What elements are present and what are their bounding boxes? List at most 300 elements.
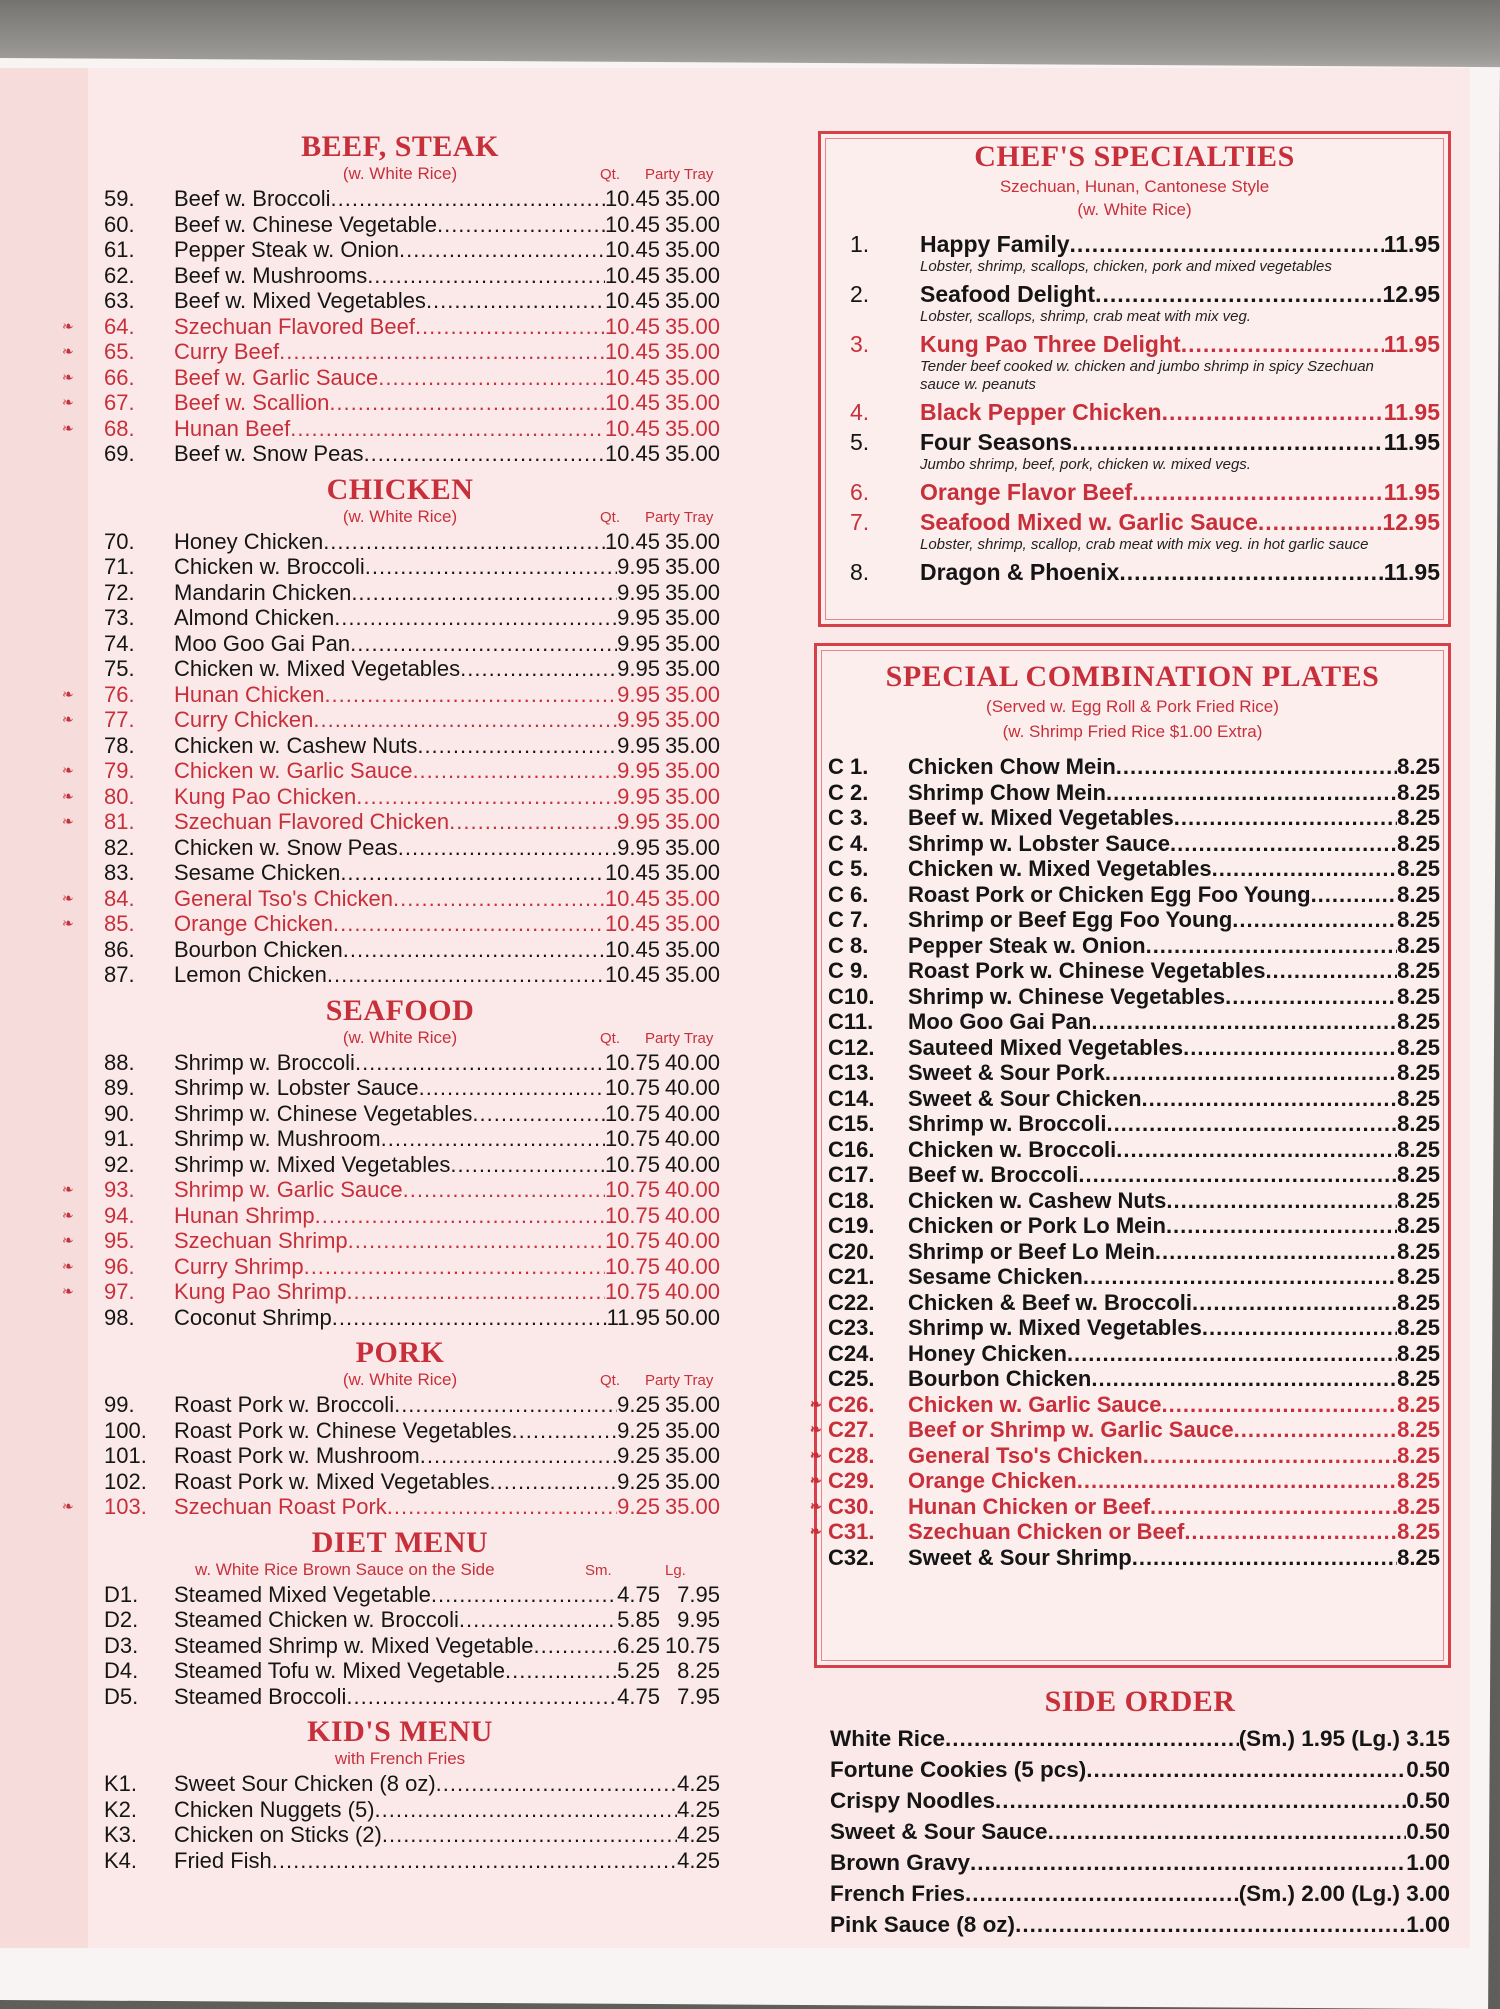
- menu-item-row: [80, 529, 720, 555]
- item-name: Dragon & Phoenix: [920, 559, 1120, 585]
- column-header-sm: Sm.: [585, 1561, 612, 1579]
- item-name: Chicken Nuggets (5): [174, 1796, 375, 1822]
- menu-item-row: [80, 1392, 720, 1418]
- menu-item-row: [62, 1202, 720, 1229]
- chef-item-list: [840, 230, 1440, 588]
- item-number: 91.: [104, 1126, 135, 1151]
- chili-pepper-icon: ❧: [62, 787, 74, 804]
- item-number: 77.: [104, 707, 135, 732]
- menu-item-row: [828, 1111, 1440, 1137]
- chef-header: [818, 140, 1451, 221]
- item-price: 8.25: [1397, 1111, 1440, 1136]
- item-name: Curry Shrimp: [174, 1253, 304, 1279]
- chef-item-row: [840, 230, 1440, 258]
- dot-leader: [334, 605, 617, 631]
- item-price: 10.45: [604, 415, 660, 441]
- dot-leader: [459, 1607, 617, 1633]
- item-price: 9.95: [617, 707, 660, 732]
- item-price: 4.75: [617, 1581, 660, 1607]
- item-price: 10.45: [604, 364, 660, 390]
- item-price: 12.95: [1382, 281, 1440, 307]
- item-price-2: 35.00: [664, 860, 720, 885]
- item-number: 90.: [104, 1100, 135, 1126]
- item-price-2: 35.00: [664, 579, 720, 605]
- item-price-2: 35.00: [664, 1468, 720, 1494]
- item-price-2: 40.00: [664, 1202, 720, 1228]
- dot-leader: [1105, 1060, 1397, 1086]
- menu-item-row: [80, 1771, 720, 1797]
- dot-leader: [351, 580, 617, 606]
- column-header-lg: Lg.: [665, 1561, 686, 1579]
- chef-item: [840, 280, 1440, 326]
- item-name: Hunan Chicken or Beef: [908, 1493, 1151, 1519]
- chili-pepper-icon: ❧: [62, 762, 74, 778]
- item-price-2: 35.00: [664, 288, 720, 313]
- chili-pepper-icon: ❧: [62, 915, 74, 931]
- item-name: General Tso's Chicken: [174, 885, 394, 911]
- item-number: 85.: [104, 911, 135, 936]
- column-header-qt: Qt.: [600, 1029, 621, 1047]
- item-price: 10.45: [604, 860, 660, 885]
- menu-item-row: [830, 1878, 1450, 1909]
- section-subheader: [80, 1370, 720, 1392]
- item-name: Shrimp w. Garlic Sauce: [174, 1177, 403, 1202]
- item-number: C 6.: [828, 881, 869, 907]
- dot-leader: [1174, 805, 1397, 831]
- menu-item-row: [828, 1162, 1440, 1188]
- dot-leader: [1078, 1162, 1397, 1188]
- item-price: 9.95: [617, 579, 660, 605]
- item-name: Roast Pork w. Chinese Vegetables: [908, 958, 1266, 983]
- item-price: 8.25: [1397, 1493, 1440, 1519]
- dot-leader: [327, 962, 605, 988]
- item-number: 63.: [104, 288, 135, 313]
- dot-leader: [1116, 754, 1397, 780]
- dot-leader: [426, 288, 605, 314]
- section-kids: [80, 1715, 720, 1873]
- dot-leader: [970, 1847, 1406, 1878]
- item-name: Beef w. Mushrooms: [174, 262, 368, 288]
- column-header-tray: Party Tray: [645, 166, 714, 183]
- item-description: Tender beef cooked w. chicken and jumbo shrimp in spicy Szechuan sauce w. peanuts: [920, 358, 1374, 393]
- item-name: Pepper Steak w. Onion: [174, 237, 400, 262]
- menu-item-row: [80, 860, 720, 886]
- dot-leader: [1212, 856, 1398, 882]
- item-number: C10.: [828, 983, 875, 1009]
- menu-item-row: [80, 1443, 720, 1469]
- item-list: [62, 1392, 720, 1520]
- section-title: PORK: [355, 1336, 445, 1369]
- dot-leader: [348, 1228, 605, 1254]
- column-header-qt: Qt.: [600, 1372, 621, 1389]
- item-price: (Sm.) 2.00 (Lg.) 3.00: [1238, 1881, 1450, 1906]
- item-price: 11.95: [1383, 429, 1440, 455]
- item-price: 10.75: [604, 1075, 660, 1100]
- dot-leader: [1116, 1137, 1397, 1163]
- section-pork: [62, 1336, 720, 1520]
- dot-leader: [331, 186, 605, 212]
- item-price: 10.45: [604, 441, 660, 466]
- item-number: C18.: [828, 1187, 875, 1213]
- item-price-2: 35.00: [664, 211, 720, 237]
- item-price-2: 35.00: [664, 605, 720, 630]
- item-price-2: 35.00: [664, 313, 720, 339]
- item-price: 4.25: [677, 1771, 720, 1796]
- item-number: 67.: [104, 390, 135, 415]
- menu-item-row: [80, 441, 720, 467]
- item-number: 83.: [104, 860, 135, 885]
- item-number: 69.: [104, 441, 135, 466]
- item-number: 81.: [104, 809, 135, 834]
- column-header-qt: Qt.: [600, 508, 621, 526]
- item-price-2: 35.00: [664, 911, 720, 936]
- chef-item: [840, 508, 1440, 554]
- item-name: Crispy Noodles: [830, 1788, 996, 1813]
- dot-leader: [343, 937, 605, 963]
- item-price: 8.25: [1397, 779, 1440, 805]
- item-price: 10.45: [604, 936, 660, 962]
- dot-leader: [1077, 1468, 1397, 1494]
- item-number: 65.: [104, 339, 135, 364]
- dot-leader: [324, 682, 617, 708]
- menu-item-row: [828, 1086, 1440, 1112]
- item-price: 10.75: [604, 1228, 660, 1253]
- item-list: [62, 1049, 720, 1331]
- menu-item-row: [62, 1228, 720, 1254]
- item-name: Chicken w. Mixed Vegetables: [174, 656, 461, 681]
- chili-pepper-icon: ❧: [62, 1206, 74, 1223]
- dot-leader: [315, 1203, 605, 1229]
- item-name: Chicken w. Cashew Nuts: [908, 1187, 1167, 1213]
- item-name: Moo Goo Gai Pan: [174, 630, 351, 656]
- dot-leader: [1184, 1519, 1397, 1545]
- item-name: Shrimp w. Chinese Vegetables: [174, 1100, 473, 1126]
- section-subtitle-2: (w. Shrimp Fried Rice $1.00 Extra): [1002, 722, 1263, 741]
- item-name: Shrimp w. Broccoli: [908, 1111, 1107, 1136]
- menu-item-row: [810, 1468, 1440, 1494]
- item-name: Chicken Chow Mein: [908, 754, 1116, 779]
- item-price-2: 35.00: [664, 339, 720, 364]
- item-price-2: 7.95: [677, 1581, 720, 1607]
- item-number: 71.: [104, 554, 135, 579]
- chef-item: [840, 478, 1440, 506]
- menu-item-row: [830, 1847, 1450, 1878]
- dot-leader: [355, 1050, 605, 1076]
- item-number: 74.: [104, 630, 135, 656]
- dot-leader: [1170, 831, 1397, 857]
- item-price: 10.75: [604, 1100, 660, 1126]
- section-subtitle: (w. White Rice): [342, 164, 458, 183]
- menu-item-row: [80, 1101, 720, 1127]
- item-price: 8.25: [1397, 881, 1440, 907]
- dot-leader: [1048, 1816, 1407, 1847]
- menu-item-row: [828, 1213, 1440, 1239]
- dot-leader: [365, 554, 617, 580]
- dot-leader: [449, 809, 617, 835]
- item-price: 1.00: [1406, 1850, 1450, 1875]
- item-name: Chicken & Beef w. Broccoli: [908, 1289, 1193, 1315]
- item-number: C 1.: [828, 754, 869, 779]
- chili-pepper-icon: ❧: [62, 1257, 74, 1274]
- item-price-2: 40.00: [664, 1228, 720, 1253]
- item-price-2: 35.00: [664, 936, 720, 962]
- item-number: 82.: [104, 834, 135, 860]
- page-left-strip: [0, 68, 88, 1948]
- menu-item-row: [828, 1035, 1440, 1061]
- item-price-2: 40.00: [664, 1253, 720, 1279]
- menu-item-row: [80, 1050, 720, 1076]
- item-description: Lobster, shrimp, scallop, crab meat with mix veg. in hot garlic sauce: [920, 536, 1369, 553]
- item-number: C24.: [828, 1340, 875, 1366]
- dot-leader: [436, 1771, 678, 1797]
- menu-item-row: [80, 1633, 720, 1659]
- item-number: 75.: [104, 656, 135, 681]
- item-number: 7.: [850, 509, 870, 535]
- section-diet: [80, 1526, 720, 1710]
- dot-leader: [1086, 1754, 1406, 1785]
- item-price: 9.25: [617, 1392, 660, 1417]
- menu-item-row: [62, 1279, 720, 1305]
- item-price: 11.95: [1383, 331, 1440, 357]
- dot-leader: [1083, 1264, 1397, 1290]
- item-price-2: 35.00: [664, 630, 720, 656]
- dot-leader: [1072, 428, 1384, 456]
- item-price: 9.25: [617, 1417, 660, 1443]
- dot-leader: [1091, 1366, 1397, 1392]
- item-name: Beef w. Chinese Vegetable: [174, 211, 437, 237]
- chili-pepper-icon: ❧: [62, 813, 74, 829]
- item-description: Lobster, scallops, shrimp, crab meat with mix veg.: [920, 308, 1251, 325]
- item-price: 9.95: [617, 605, 660, 630]
- dot-leader: [1142, 1086, 1398, 1112]
- item-name: General Tso's Chicken: [908, 1442, 1143, 1468]
- item-price: 8.25: [1397, 958, 1440, 983]
- section-title: SIDE ORDER: [1044, 1685, 1236, 1718]
- item-number: 64.: [104, 313, 135, 339]
- chef-item-row: [840, 280, 1440, 308]
- item-number: K2.: [104, 1796, 138, 1822]
- dot-leader: [323, 529, 605, 555]
- item-number: 6.: [850, 479, 870, 505]
- column-header-qt: Qt.: [600, 166, 621, 183]
- menu-item-row: [830, 1816, 1450, 1847]
- menu-item-row: [828, 1341, 1440, 1367]
- dot-leader: [367, 263, 605, 289]
- item-price: 11.95: [1383, 231, 1440, 257]
- menu-item-row: [828, 831, 1440, 857]
- item-price: 10.75: [604, 1253, 660, 1279]
- menu-item-row: [80, 288, 720, 314]
- dot-leader: [403, 1177, 605, 1203]
- item-name: Chicken w. Mixed Vegetables: [908, 856, 1212, 881]
- item-price: 10.75: [604, 1049, 660, 1075]
- item-price: 10.45: [604, 390, 660, 415]
- item-price-2: 35.00: [664, 834, 720, 860]
- item-price: 5.85: [617, 1607, 660, 1632]
- dot-leader: [945, 1723, 1239, 1754]
- item-name: Kung Pao Three Delight: [920, 331, 1181, 357]
- item-name: Chicken w. Broccoli: [908, 1136, 1117, 1162]
- section-subtitle: (w. White Rice): [342, 506, 458, 526]
- item-name: Bourbon Chicken: [908, 1366, 1092, 1391]
- section-title: CHEF'S SPECIALTIES: [974, 140, 1295, 173]
- section-chicken: [62, 472, 720, 988]
- menu-item-row: [80, 962, 720, 988]
- item-price: 8.25: [1397, 983, 1440, 1009]
- item-price-2: 35.00: [664, 783, 720, 809]
- item-name: Sauteed Mixed Vegetables: [908, 1034, 1184, 1060]
- item-price-2: 35.00: [664, 528, 720, 554]
- dot-leader: [1146, 933, 1398, 959]
- item-number: 1.: [850, 231, 870, 257]
- item-name: Chicken w. Snow Peas: [174, 834, 398, 860]
- dot-leader: [394, 1392, 617, 1418]
- item-list: [830, 1723, 1450, 1940]
- item-number: C16.: [828, 1136, 875, 1162]
- chef-item-row: [840, 330, 1440, 358]
- item-price: 9.95: [617, 656, 660, 681]
- item-number: 103.: [104, 1494, 147, 1519]
- item-number: C20.: [828, 1238, 875, 1264]
- item-price: 10.45: [604, 528, 660, 554]
- item-price: 9.95: [617, 732, 660, 758]
- item-name: Szechuan Roast Pork: [174, 1494, 387, 1519]
- dot-leader: [350, 631, 617, 657]
- item-number: 102.: [104, 1468, 147, 1494]
- item-price: 8.25: [1397, 1034, 1440, 1060]
- dot-leader: [382, 1822, 677, 1848]
- menu-item-row: [830, 1754, 1450, 1785]
- item-name: Shrimp w. Mushroom: [174, 1126, 381, 1151]
- chef-item-row: [840, 428, 1440, 456]
- dot-leader: [512, 1418, 618, 1444]
- dot-leader: [378, 365, 605, 391]
- item-price-2: 35.00: [664, 262, 720, 288]
- dot-leader: [450, 1152, 605, 1178]
- item-price: 8.25: [1397, 1519, 1440, 1544]
- item-price: 8.25: [1397, 907, 1440, 932]
- item-price: 8.25: [1397, 754, 1440, 779]
- item-price: 12.95: [1382, 509, 1440, 535]
- item-number: 66.: [104, 364, 135, 390]
- item-price: 8.25: [1397, 1544, 1440, 1570]
- chili-pepper-icon: ❧: [810, 1395, 822, 1412]
- item-number: 3.: [850, 331, 870, 357]
- menu-item-row: [62, 1253, 720, 1280]
- dot-leader: [431, 1582, 617, 1608]
- chef-item-row: [840, 398, 1440, 426]
- item-number: K4.: [104, 1847, 138, 1873]
- item-price: 8.25: [1397, 1009, 1440, 1034]
- menu-item-row: [828, 958, 1440, 984]
- item-price: 8.25: [1397, 1289, 1440, 1315]
- menu-item-row: [828, 984, 1440, 1010]
- dot-leader: [1132, 1545, 1397, 1571]
- column-header-tray: Party Tray: [645, 1372, 714, 1389]
- item-price: 10.45: [604, 339, 660, 364]
- item-price: 1.00: [1406, 1912, 1450, 1937]
- item-price-2: 40.00: [664, 1177, 720, 1202]
- item-description: Jumbo shrimp, beef, pork, chicken w. mixed vegs.: [920, 456, 1251, 473]
- dot-leader: [1166, 1213, 1397, 1239]
- menu-item-row: [810, 1519, 1440, 1545]
- item-price-2: 35.00: [664, 885, 720, 911]
- menu-item-row: [80, 1305, 720, 1331]
- dot-leader: [1070, 230, 1384, 258]
- item-price: 9.95: [617, 681, 660, 707]
- dot-leader: [490, 1469, 618, 1495]
- dot-leader: [505, 1658, 617, 1684]
- chef-item: [840, 558, 1440, 586]
- item-name: Sweet Sour Chicken (8 oz): [174, 1771, 436, 1796]
- chef-item: [840, 428, 1440, 474]
- item-name: Chicken w. Broccoli: [174, 554, 365, 579]
- section-seafood: [62, 993, 720, 1331]
- item-price: 8.25: [1397, 1187, 1440, 1213]
- dot-leader: [1225, 984, 1397, 1010]
- item-number: 78.: [104, 732, 135, 758]
- item-number: 88.: [104, 1049, 135, 1075]
- item-name: Roast Pork w. Mixed Vegetables: [174, 1468, 490, 1494]
- item-name: Sweet & Sour Chicken: [908, 1085, 1142, 1111]
- item-number: 79.: [104, 758, 135, 783]
- item-name: Black Pepper Chicken: [920, 399, 1162, 425]
- item-price-2: 35.00: [664, 237, 720, 262]
- item-price: 10.75: [604, 1126, 660, 1151]
- item-number: C 2.: [828, 779, 869, 805]
- item-name: Shrimp w. Broccoli: [174, 1049, 355, 1075]
- item-price-2: 40.00: [664, 1279, 720, 1304]
- menu-item-row: [828, 1264, 1440, 1290]
- dot-leader: [375, 1797, 678, 1823]
- item-number: 97.: [104, 1279, 135, 1304]
- item-price: 9.95: [617, 783, 660, 809]
- dot-leader: [399, 237, 605, 263]
- chili-pepper-icon: ❧: [810, 1523, 822, 1539]
- item-price: 0.50: [1406, 1788, 1450, 1813]
- dot-leader: [340, 860, 605, 886]
- item-number: C 3.: [828, 805, 869, 830]
- item-name: Orange Chicken: [908, 1468, 1077, 1493]
- dot-leader: [1119, 558, 1383, 586]
- chili-pepper-icon: ❧: [62, 1498, 74, 1514]
- dot-leader: [279, 339, 605, 365]
- item-price: 11.95: [1383, 559, 1440, 585]
- item-description: Lobster, shrimp, scallops, chicken, pork and mixed vegetables: [920, 258, 1332, 275]
- chili-pepper-icon: ❧: [62, 419, 74, 436]
- item-list: [80, 1771, 720, 1873]
- menu-item-row: [62, 390, 720, 416]
- item-name: Szechuan Flavored Chicken: [174, 809, 450, 834]
- item-number: 84.: [104, 885, 135, 911]
- item-name: Beef w. Mixed Vegetables: [908, 805, 1174, 830]
- item-name: Kung Pao Chicken: [174, 783, 357, 809]
- item-name: Sweet & Sour Pork: [908, 1060, 1105, 1085]
- dot-leader: [387, 1494, 617, 1520]
- dot-leader: [1166, 1188, 1397, 1214]
- item-name: Curry Beef: [174, 339, 280, 364]
- item-price-2: 35.00: [664, 758, 720, 783]
- menu-item-row: [828, 1009, 1440, 1035]
- item-price: 10.45: [604, 313, 660, 339]
- item-list: [62, 528, 720, 988]
- item-name: Szechuan Shrimp: [174, 1228, 348, 1253]
- dot-leader: [1311, 882, 1398, 908]
- menu-item-row: [828, 780, 1440, 806]
- item-name: Chicken w. Garlic Sauce: [174, 758, 413, 783]
- item-number: K3.: [104, 1822, 138, 1847]
- item-price-2: 35.00: [664, 1494, 720, 1519]
